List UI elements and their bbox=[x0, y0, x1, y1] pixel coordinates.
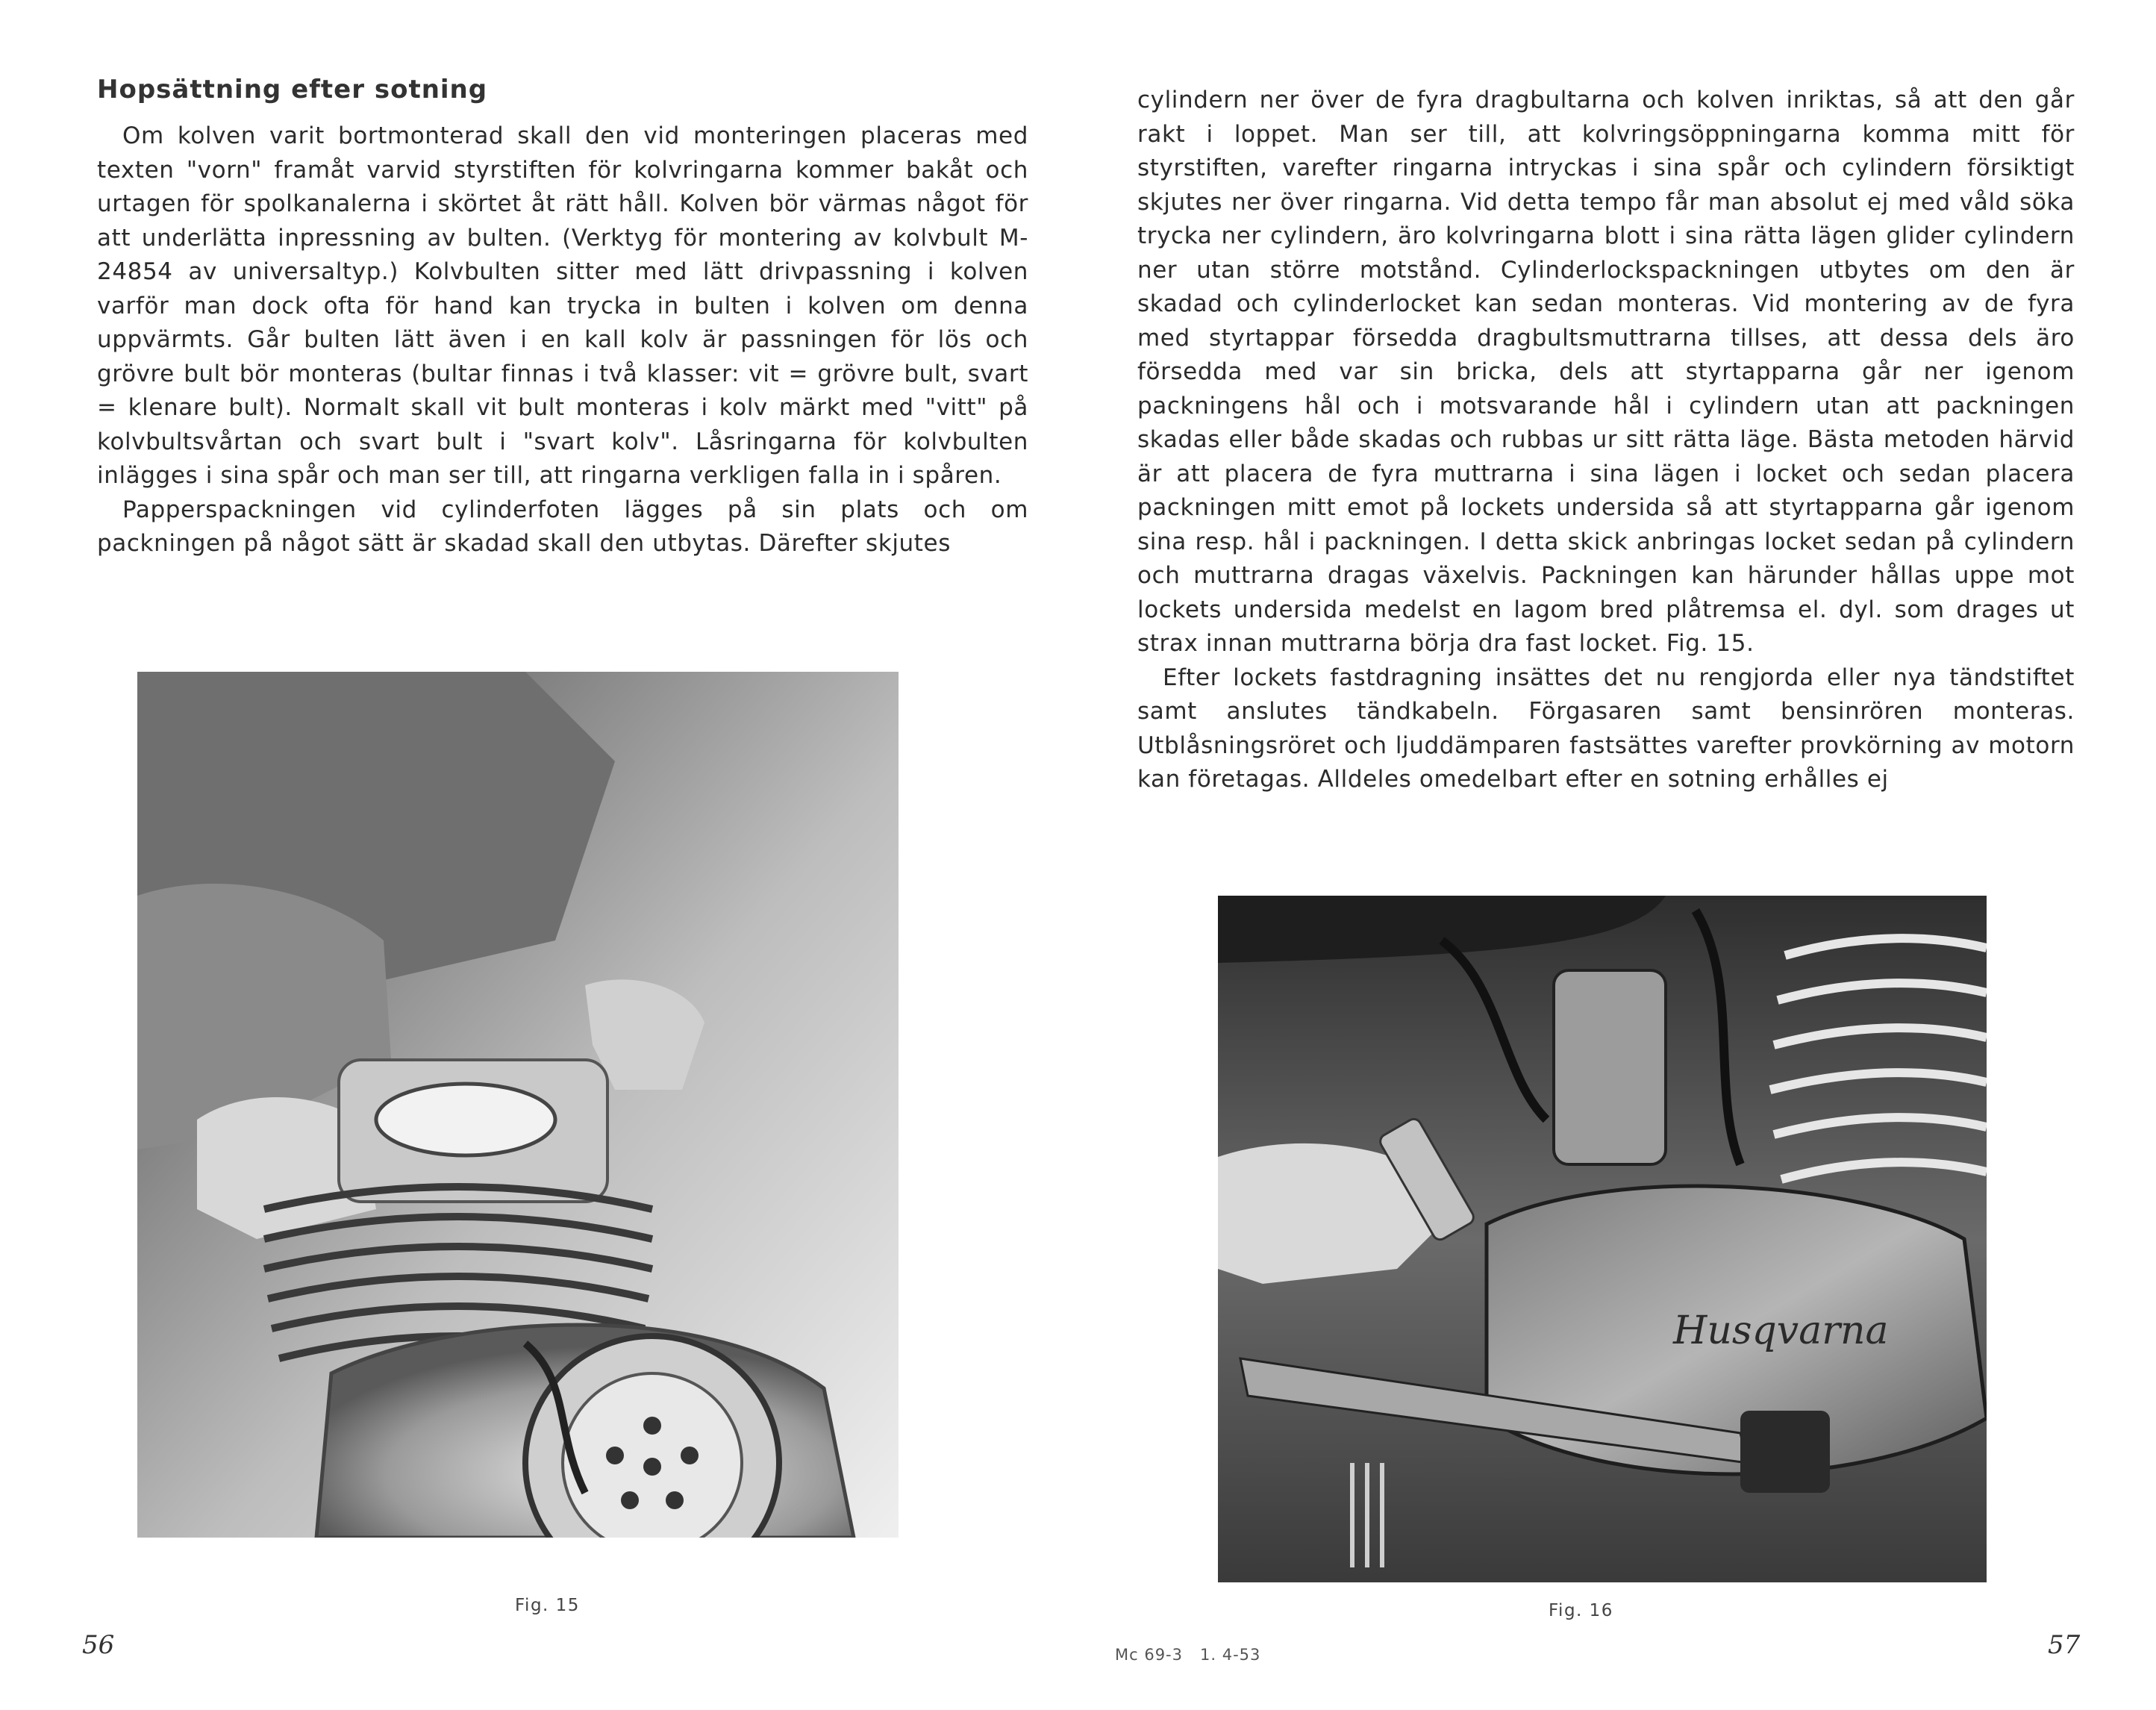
husqvarna-logo-text: Husqvarna bbox=[1673, 1308, 1889, 1353]
paragraph: Papperspackningen vid cylinderfoten lägges på sin plats och om packningen på något sätt är skadad skall den utbytas. Därefter skjutes bbox=[97, 496, 1028, 557]
paragraph: Efter lockets fastdragning insättes det nu rengjorda eller nya tändstiftet samt anslutes tändkabeln. Förgasaren samt bensinrören monteras. Utblåsningsröret och ljuddämparen fastsättes varefter provkörning av motorn kan företagas. Alldeles omedelbart efter en sotning erhålles ej bbox=[1137, 664, 2075, 793]
paragraph: Om kolven varit bortmonterad skall den vid monteringen placeras med texten "vorn" framåt varvid styrstiften för kolvringarna kommer bakåt och urtagen för spolkanalerna i skörtet åt rätt håll. Kolven bör värmas något för att underlätta inpressning av bulten. (Verktyg för montering av kolvbult M-24854 av universaltyp.) Kolvbulten sitter med lätt drivpassning i kolven varför man dock ofta för hand kan trycka in bulten i kolven om denna uppvärmts. Går bulten lätt även i en kall kolv är passningen för lös och grövre bult bör monteras (bultar finnas i två klasser: vit = grövre bult, svart = klenare bult). Normalt skall vit bult monteras i kolv märkt med "vitt" på kolvbultsvårtan och svart bult i "svart kolv". Låsringarna för kolvbulten inlägges i sina spår och man ser till, att ringarna verkligen falla in i spåren. bbox=[97, 122, 1028, 489]
section-heading: Hopsättning efter sotning bbox=[97, 75, 488, 104]
figure-caption: Fig. 16 bbox=[1549, 1601, 1613, 1620]
page-number: 57 bbox=[2048, 1630, 2081, 1660]
paragraph: cylindern ner över de fyra dragbultarna och kolven inriktas, så att den går rakt i loppet. Man ser till, att kolvringsöppningarna komma mitt för styrstiften, varefter ringarna intryckas i sina spår och cylindern försiktigt skjutes ner över ringarna. Vid detta tempo får man absolut ej med våld söka trycka ner cylindern, äro kolvringarna blott i sina rätta lägen glider cylindern ner utan större motstånd. Cylinderlockspackningen utbytes om den är skadad och cylinderlocket kan sedan monteras. Vid montering av de fyra med styrtappar försedda dragbultsmuttrarna tillses, att dessa dels äro försedda med var sin bricka, dels att styrtapparna går ner igenom packningens hål och i motsvarande hål i cylindern utan att packningen skadas eller både skadas och rubbas ur sitt rätta läge. Bästa metoden härvid är att placera de fyra muttrarna i sina lägen i locket och sedan placera packningen mitt emot på lockets undersida så att styrtapparna går igenom sina resp. hål i packningen. I detta skick anbringas locket sedan på cylindern och muttrarna dragas växelvis. Packningen kan härunder hållas uppe mot lockets undersida medelst en lagom bred plåtremsa el. dyl. som drages ut strax innan muttrarna börja dra fast locket. Fig. 15. bbox=[1137, 87, 2075, 657]
figure-15-photo bbox=[137, 672, 899, 1538]
right-body-text bbox=[1137, 84, 2075, 797]
left-body-text bbox=[97, 119, 1028, 561]
right-page bbox=[1078, 0, 2156, 1710]
figure-16-photo bbox=[1218, 896, 1987, 1582]
page-number: 56 bbox=[82, 1630, 115, 1660]
figure-caption: Fig. 15 bbox=[515, 1596, 580, 1615]
document-code: Mc 69-3 1. 4-53 bbox=[1115, 1646, 1261, 1664]
